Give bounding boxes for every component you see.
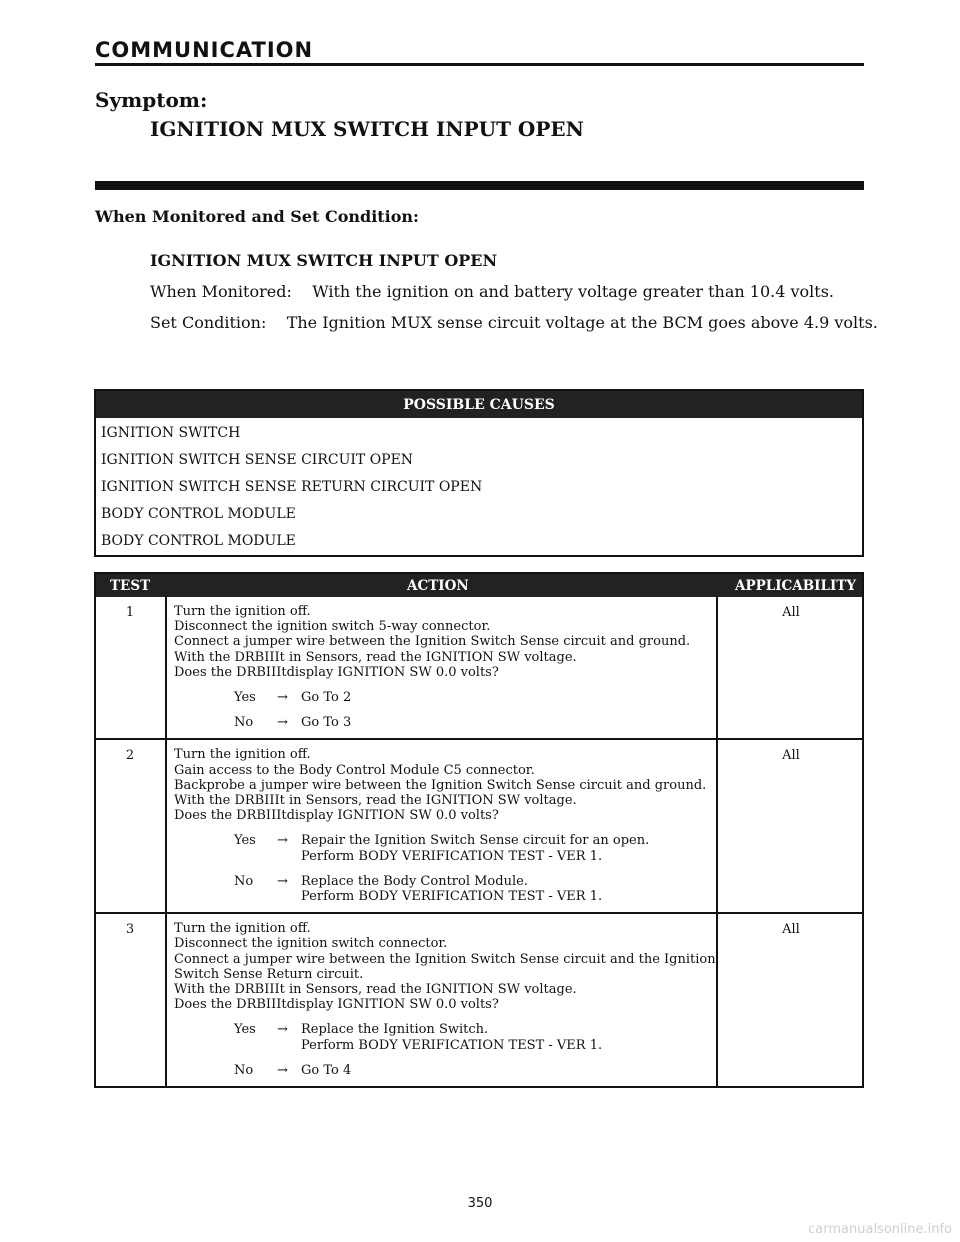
no-answer [174, 1063, 716, 1078]
arrow-right-icon: → [277, 1062, 288, 1078]
yes-label: Yes [234, 1022, 256, 1038]
yes-answer [174, 1022, 716, 1052]
no-result-line: Perform BODY VERIFICATION TEST - VER 1. [301, 889, 603, 905]
action-line: With the DRBIIIt in Sensors, read the IGNITION SW voltage. [174, 649, 577, 665]
arrow-right-icon: → [277, 873, 288, 889]
test-row [96, 912, 862, 1086]
arrow-right-icon: → [277, 690, 288, 706]
no-result-line: Go To 3 [301, 715, 352, 731]
no-label: No [234, 1062, 254, 1078]
test-action [165, 914, 718, 1086]
yes-result-line: Go To 2 [301, 690, 352, 706]
cause-item: BODY CONTROL MODULE [101, 506, 296, 522]
cause-item: IGNITION SWITCH [101, 425, 241, 441]
test-number: 1 [125, 605, 135, 620]
set-condition-text: The Ignition MUX sense circuit voltage at the BCM goes above 4.9 volts. [286, 313, 878, 332]
test-applicability: All [782, 748, 800, 764]
no-answer [174, 874, 716, 904]
test-action [165, 597, 718, 738]
possible-causes-table [94, 389, 864, 557]
yes-answer [174, 833, 716, 863]
test-number: 2 [125, 748, 135, 764]
action-line: With the DRBIIIt in Sensors, read the IGNITION SW voltage. [174, 982, 577, 998]
no-label: No [234, 715, 254, 731]
yes-answer [174, 690, 716, 705]
arrow-right-icon: → [277, 1022, 288, 1038]
yes-result-line: Replace the Ignition Switch. [301, 1022, 489, 1038]
action-line: Disconnect the ignition switch 5-way connector. [174, 619, 491, 635]
yes-label: Yes [234, 833, 256, 849]
thick-rule [95, 181, 864, 190]
cause-item: IGNITION SWITCH SENSE CIRCUIT OPEN [101, 452, 414, 468]
arrow-right-icon: → [277, 715, 288, 731]
yes-result-line: Perform BODY VERIFICATION TEST - VER 1. [301, 1037, 603, 1053]
action-line: Turn the ignition off. [174, 921, 311, 937]
action-line: Does the DRBIIItdisplay IGNITION SW 0.0 volts? [174, 664, 499, 680]
set-condition-label: Set Condition: [150, 313, 267, 332]
when-monitored-line [150, 282, 834, 301]
action-line: Disconnect the ignition switch connector. [174, 936, 448, 952]
title-rule [95, 63, 864, 66]
test-applicability: All [782, 922, 800, 938]
yes-result-line: Repair the Ignition Switch Sense circuit for an open. [301, 833, 650, 849]
no-result-line: Go To 4 [301, 1062, 352, 1078]
action-line: Gain access to the Body Control Module C5 connector. [174, 762, 535, 778]
action-line: Turn the ignition off. [174, 747, 311, 763]
no-answer [174, 715, 716, 730]
arrow-right-icon: → [277, 833, 288, 849]
action-line: Connect a jumper wire between the Ignition Switch Sense circuit and ground. [174, 634, 691, 650]
test-number: 3 [125, 922, 135, 938]
symptom-label: Symptom: [95, 88, 208, 112]
action-line: Connect a jumper wire between the Ignition Switch Sense circuit and the Ignition [174, 951, 716, 967]
yes-label: Yes [234, 690, 256, 706]
action-line: Does the DRBIIItdisplay IGNITION SW 0.0 volts? [174, 997, 499, 1013]
header-test: TEST [110, 578, 151, 594]
test-rows [96, 597, 862, 1086]
test-row [96, 597, 862, 738]
action-line: With the DRBIIIt in Sensors, read the IGNITION SW voltage. [174, 793, 577, 809]
set-condition-line [150, 313, 878, 332]
symptom-name: IGNITION MUX SWITCH INPUT OPEN [150, 117, 584, 141]
monitor-subheading: IGNITION MUX SWITCH INPUT OPEN [150, 251, 498, 270]
action-line: Switch Sense Return circuit. [174, 966, 364, 982]
test-applicability: All [782, 605, 800, 620]
action-line: Does the DRBIIItdisplay IGNITION SW 0.0 volts? [174, 808, 499, 824]
when-monitored-text: With the ignition on and battery voltage greater than 10.4 volts. [312, 282, 834, 301]
header-action: ACTION [407, 578, 469, 594]
monitor-heading: When Monitored and Set Condition: [95, 207, 419, 226]
yes-result-line: Perform BODY VERIFICATION TEST - VER 1. [301, 848, 603, 864]
test-table [94, 572, 864, 1088]
test-row [96, 738, 862, 912]
test-action [165, 740, 718, 912]
possible-causes-list [96, 418, 862, 555]
no-label: No [234, 873, 254, 889]
page-number: 350 [467, 1196, 493, 1211]
test-table-header [96, 574, 862, 597]
cause-item: BODY CONTROL MODULE [101, 533, 296, 549]
action-line: Turn the ignition off. [174, 604, 311, 619]
no-result-line: Replace the Body Control Module. [301, 873, 528, 889]
possible-causes-heading: POSSIBLE CAUSES [96, 391, 862, 418]
section-title: COMMUNICATION [95, 38, 314, 62]
action-line: Backprobe a jumper wire between the Ignition Switch Sense circuit and ground. [174, 777, 707, 793]
watermark: carmanualsonline.info [808, 1222, 952, 1237]
when-monitored-label: When Monitored: [150, 282, 292, 301]
header-applicability: APPLICABILITY [734, 578, 856, 594]
cause-item: IGNITION SWITCH SENSE RETURN CIRCUIT OPEN [101, 479, 483, 495]
